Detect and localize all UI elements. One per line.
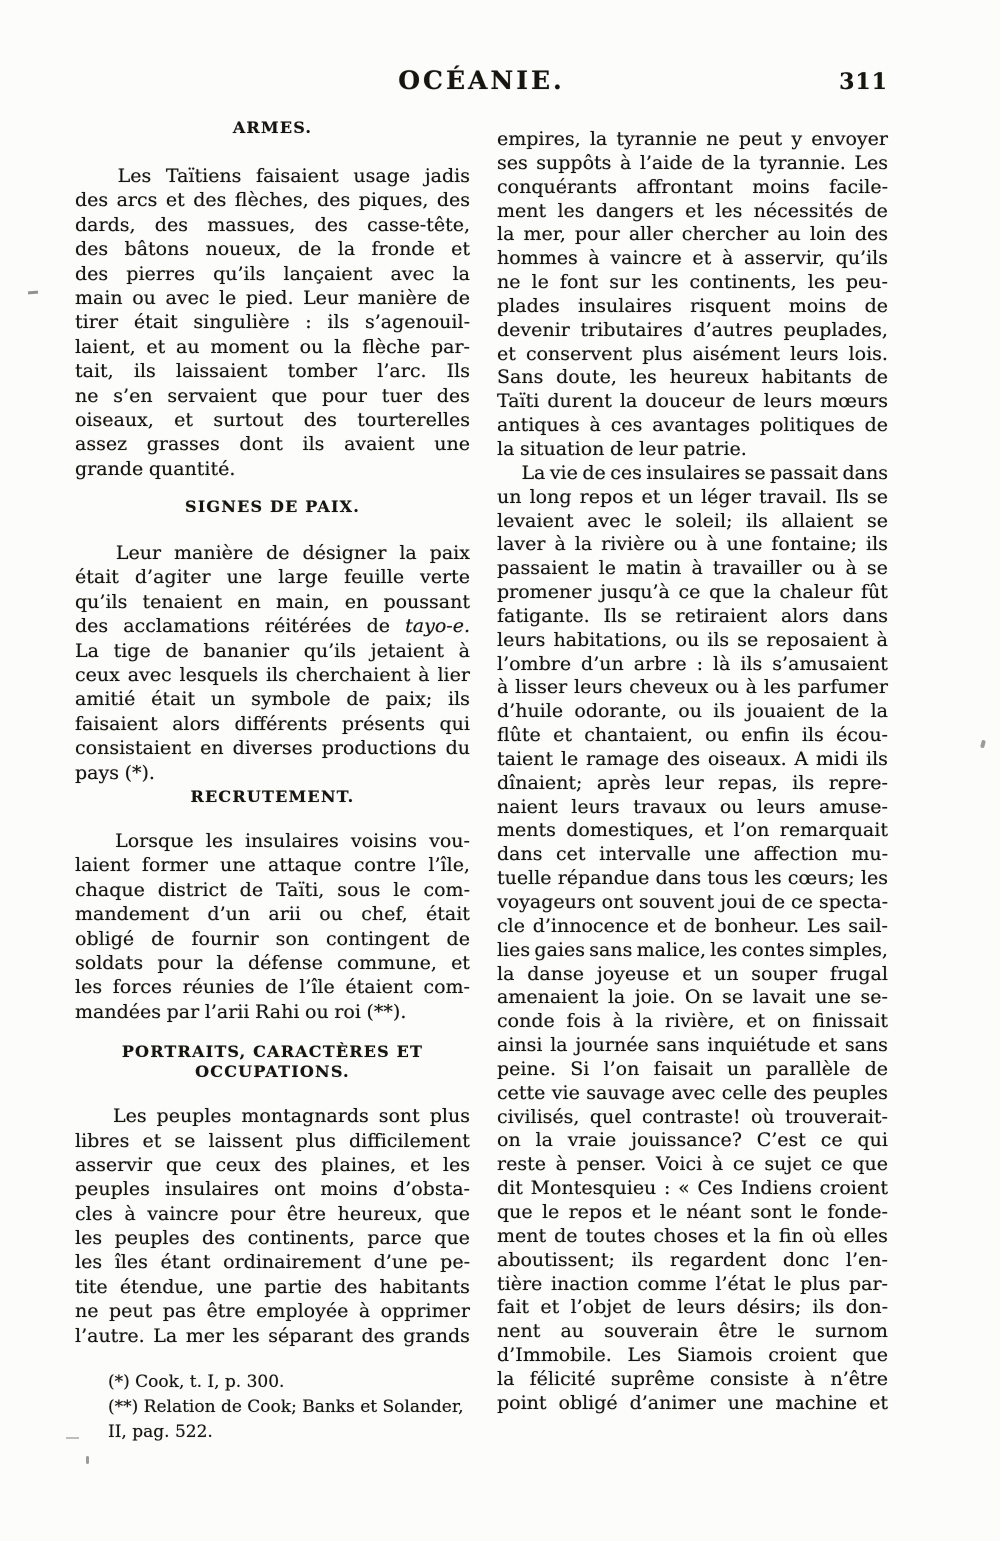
text-line: laient, et au moment ou la flèche par- xyxy=(75,335,470,358)
footnote-line: II, pag. 522. xyxy=(108,1422,213,1443)
text-line: amenaient la joie. On se lavait une se- xyxy=(497,986,888,1009)
text-line: les forces réunies de l’île étaient com- xyxy=(75,976,470,999)
text-line: empires, la tyrannie ne peut y envoyer xyxy=(497,128,888,150)
text-line: devenir tributaires d’autres peuplades, xyxy=(497,318,888,341)
text-line: et conservent plus aisément leurs lois. xyxy=(497,342,888,365)
section-heading: PORTRAITS, CARACTÈRES ET OCCUPATIONS. xyxy=(121,1042,424,1082)
section-heading: RECRUTEMENT. xyxy=(190,786,355,806)
text-line: chaque district de Taïti, sous le com- xyxy=(75,878,470,901)
right-column xyxy=(497,112,888,1416)
text-line: ne peut pas être employée à opprimer xyxy=(75,1300,470,1323)
text-line: fait et l’objet de leurs désirs; ils don- xyxy=(497,1296,888,1319)
text-line: ne s’en servaient que pour tuer des xyxy=(75,384,470,407)
text-line: passaient le matin à travailler ou à se xyxy=(497,557,888,580)
text-line: que le repos et le néant sont le fonde- xyxy=(497,1200,888,1223)
text-line: des arcs et des flèches, des piques, des xyxy=(75,189,470,212)
scan-artifact xyxy=(86,1456,89,1464)
text-line: ment les dangers et les nécessités de xyxy=(497,199,888,222)
text-line: antiques à ces avantages politiques de xyxy=(497,414,888,437)
text-line: cles à vaincre pour être heureux, que xyxy=(75,1202,470,1225)
text-line: ceux avec lesquels ils cherchaient à lier xyxy=(75,664,470,687)
text-line: les peuples des continents, parce que xyxy=(75,1227,470,1250)
text-line: tière inaction comme l’état le plus par- xyxy=(497,1272,888,1295)
text-line: ainsi la journée sans inquiétude et sans xyxy=(497,1034,888,1057)
text-line: laver à la rivière ou à une fontaine; ils xyxy=(497,533,888,556)
footnote xyxy=(108,1370,470,1445)
text-line: la mer, pour aller chercher au loin des xyxy=(497,223,888,246)
text-line: soldats pour la défense commune, et xyxy=(75,951,470,974)
text-line: voyageurs ont souvent joui de ce specta- xyxy=(497,891,888,913)
text-line: un long repos et un léger travail. Ils se xyxy=(497,485,888,508)
text-line: dards, des massues, des casse-tête, xyxy=(75,213,470,236)
text-line: qu’ils tenaient en main, en poussant xyxy=(75,590,470,613)
scan-artifact xyxy=(66,1437,79,1439)
text-line: Taïti durent la douceur de leurs mœurs xyxy=(497,390,888,413)
text-line: ses suppôts à l’aide de la tyrannie. Les xyxy=(497,151,888,174)
text-line: Leur manière de désigner la paix xyxy=(115,542,470,565)
text-line: asservir que ceux des plaines, et les xyxy=(75,1153,470,1176)
text-line: main ou avec le pied. Leur manière de xyxy=(75,286,470,309)
text-line: ments domestiques, et l’on remarquait xyxy=(497,819,888,842)
text-line: des acclamations réitérées de tayo-e. xyxy=(75,615,470,638)
text-line: reste à penser. Voici à ce sujet ce que xyxy=(497,1153,888,1176)
text-line: nent au souverain être le surnom xyxy=(497,1320,888,1343)
text-line: naient leurs travaux ou leurs amuse- xyxy=(497,795,888,818)
scan-artifact xyxy=(980,740,986,749)
text-line: d’huile odorante, ou ils jouaient de la xyxy=(497,700,888,723)
text-line: consistaient en diverses productions du xyxy=(75,737,470,760)
text-line: plades insulaires risquent moins de xyxy=(497,294,888,317)
running-head: OCÉANIE. xyxy=(398,66,565,95)
text-line: Lorsque les insulaires voisins vou- xyxy=(115,829,470,852)
text-line: tuelle répandue dans tous les cœurs; les xyxy=(497,867,888,890)
page-number: 311 xyxy=(839,69,888,95)
text-line: ment de toutes choses et la fin où elles xyxy=(497,1224,888,1247)
text-line: faisaient alors différents présents qui xyxy=(75,712,470,735)
footnote-line: (*) Cook, t. I, p. 300. xyxy=(108,1372,285,1393)
text-line: ne le font sur les continents, les peu- xyxy=(497,271,888,294)
text-line: on la vraie jouissance? C’est ce qui xyxy=(497,1129,888,1152)
text-line: assez grasses dont ils avaient une xyxy=(75,433,470,456)
text-line: aboutissent; ils regardent donc l’en- xyxy=(497,1248,888,1271)
section-heading: ARMES. xyxy=(232,118,313,137)
paragraph xyxy=(75,1104,470,1348)
text-line: levaient avec le soleil; ils allaient se xyxy=(497,509,888,532)
text-line: la danse joyeuse et un souper frugal xyxy=(497,962,888,985)
text-line: peuples insulaires ont moins d’obsta- xyxy=(75,1178,470,1201)
text-line: dînaient; après leur repas, ils repre- xyxy=(497,771,888,794)
text-line: taient le ramage des oiseaux. A midi ils xyxy=(497,747,888,770)
text-line: l’autre. La mer les séparant des grands xyxy=(75,1324,470,1347)
text-line: la félicité suprême consiste à n’être xyxy=(497,1367,888,1390)
text-line: grande quantité. xyxy=(75,457,236,480)
text-line: tite étendue, une partie des habitants xyxy=(75,1275,470,1298)
text-line: libres et se laissent plus difficilement xyxy=(75,1129,470,1152)
paragraph xyxy=(497,462,888,1416)
left-column xyxy=(75,112,470,1445)
section-heading: SIGNES DE PAIX. xyxy=(184,497,361,517)
text-line: cle d’innocence et de bonheur. Les sail- xyxy=(497,914,888,937)
text-line: fatigante. Ils se retiraient alors dans xyxy=(497,604,888,627)
text-line: mandement d’un arii ou chef, était xyxy=(75,903,470,926)
paragraph xyxy=(75,164,470,481)
page-header xyxy=(75,66,888,102)
text-line: dit Montesquieu : « Ces Indiens croient xyxy=(497,1177,888,1200)
text-line: point obligé d’animer une machine et xyxy=(497,1391,888,1414)
text-line: laient former une attaque contre l’île, xyxy=(75,854,470,877)
text-line: lies gaies sans malice, les contes simples, xyxy=(497,938,888,961)
text-line: mandées par l’arii Rahi ou roi (**). xyxy=(75,1000,407,1023)
text-line: conde fois à la rivière, et on finissait xyxy=(497,1010,888,1033)
text-line: promener jusqu’à ce que la chaleur fût xyxy=(497,581,888,604)
text-line: Les Taïtiens faisaient usage jadis xyxy=(117,165,470,187)
text-line: était d’agiter une large feuille verte xyxy=(75,566,470,589)
paragraph xyxy=(75,829,470,1024)
text-line: les îles étant ordinairement d’une pe- xyxy=(75,1251,470,1274)
text-line: civilisés, quel contraste! où trouverait- xyxy=(497,1105,888,1128)
text-line: Les peuples montagnards sont plus xyxy=(112,1105,470,1128)
text-line: Sans doute, les heureux habitants de xyxy=(497,366,888,389)
text-line: tirer était singulière : ils s’agenouil- xyxy=(75,311,470,334)
text-line: l’ombre d’un arbre : là ils s’amusaient xyxy=(497,652,888,675)
text-line: dans cet intervalle une affection mu- xyxy=(497,843,888,866)
text-line: hommes à vaincre et à asservir, qu’ils xyxy=(497,247,888,270)
text-line: flûte et chantaient, ou enfin ils écou- xyxy=(497,724,888,747)
text-line: La tige de bananier qu’ils jetaient à xyxy=(75,639,470,662)
footnote-line: (**) Relation de Cook; Banks et Solander, xyxy=(108,1397,464,1418)
text-line: des pierres qu’ils lançaient avec la xyxy=(75,262,470,285)
text-line: amitié était un symbole de paix; ils xyxy=(75,688,470,711)
text-line: leurs habitations, ou ils se reposaient à xyxy=(497,628,888,651)
text-line: conquérants affrontant moins facile- xyxy=(497,175,888,198)
paragraph xyxy=(75,541,470,785)
text-line: des bâtons noueux, de la fronde et xyxy=(75,238,470,261)
text-line: cette vie sauvage avec celle des peuples xyxy=(497,1081,888,1104)
text-line: à lisser leurs cheveux ou à les parfumer xyxy=(497,676,888,699)
text-line: pays (*). xyxy=(75,761,155,784)
text-columns xyxy=(75,112,888,1445)
text-line: tait, ils laissaient tomber l’arc. Ils xyxy=(75,360,470,383)
text-line: d’Immobile. Les Siamois croient que xyxy=(497,1344,888,1367)
text-line: peine. Si l’on faisait un parallèle de xyxy=(497,1057,888,1080)
text-line: oiseaux, et surtout des tourterelles xyxy=(75,408,470,431)
text-line: obligé de fournir son contingent de xyxy=(75,927,470,950)
paragraph xyxy=(497,128,888,462)
text-line: La vie de ces insulaires se passait dans xyxy=(521,461,888,484)
text-line: la situation de leur patrie. xyxy=(497,437,747,460)
